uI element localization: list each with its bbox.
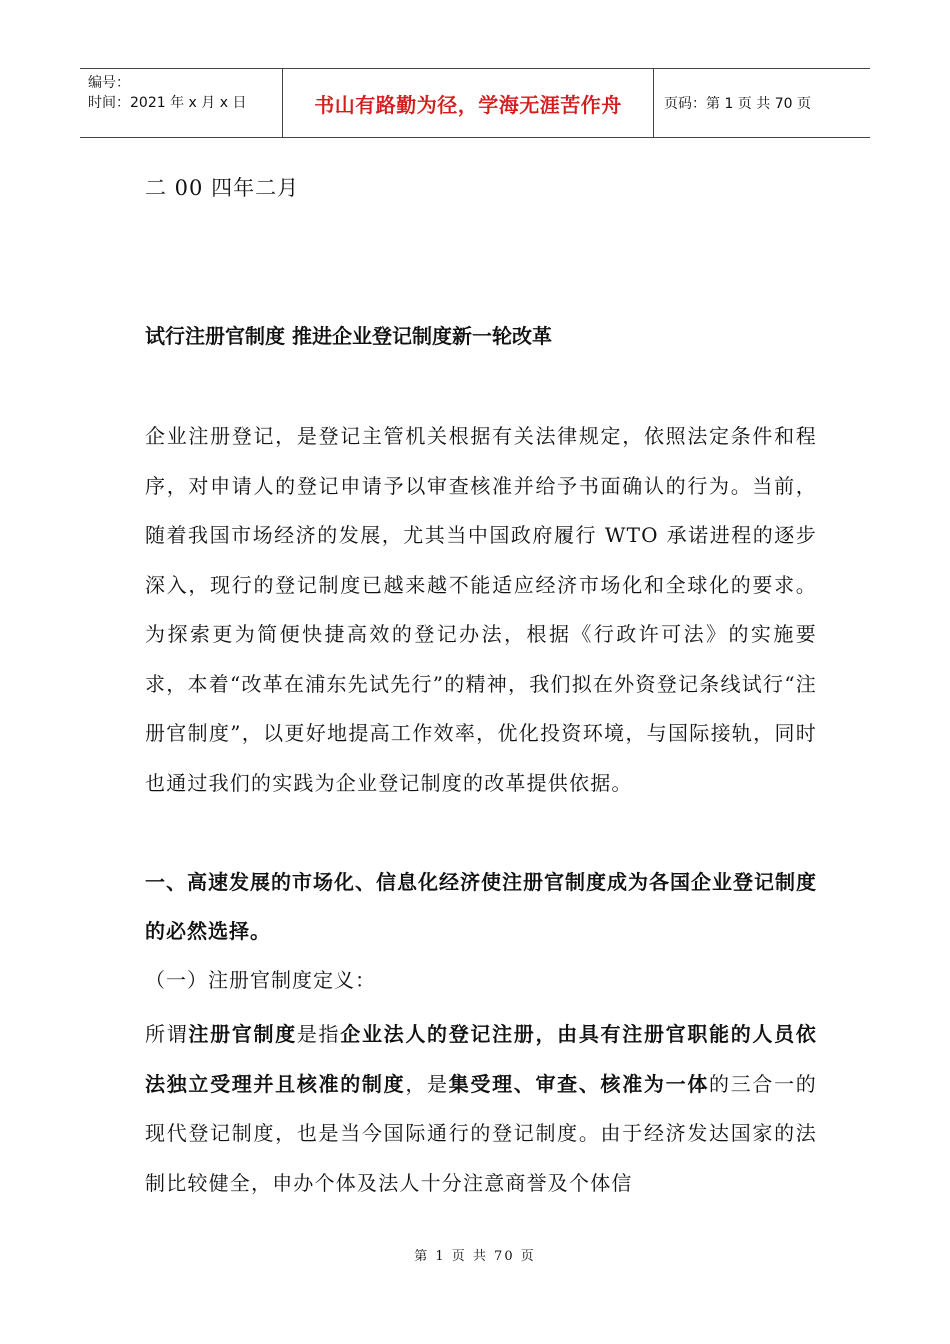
para2-bold-1: 注册官制度 [188, 1022, 297, 1046]
section-heading-1: 一、高速发展的市场化、信息化经济使注册官制度成为各国企业登记制度的必然选择。 [145, 870, 817, 943]
page-info-text: 页码：第 1 页 共 70 页 [664, 96, 811, 112]
header-meta [80, 69, 282, 137]
para2-text-1: 所谓 [145, 1022, 189, 1046]
document-title: 试行注册官制度 推进企业登记制度新一轮改革 [145, 324, 552, 348]
para2-text-4: 的三合一的现代登记制度，也是当今国际通行的登记制度。由于经济发达国家的法制比较健全，申办个体及法人十分注意商誉及个体信 [145, 1071, 817, 1195]
time-label: 时间：2021 年 x 月 x 日 [88, 95, 247, 111]
motto-text: 书山有路勤为径，学海无涯苦作舟 [314, 92, 622, 117]
document-header [80, 68, 870, 138]
header-motto-cell [282, 69, 654, 137]
number-label: 编号： [88, 75, 130, 91]
date-line: 二 00 四年二月 [145, 176, 300, 200]
paragraph-definition [145, 1010, 817, 1208]
header-page-info [654, 69, 870, 137]
para2-bold-2: 企业法人的登记注册，由具有注册官职能的人员依法独立受理并且核准的制度 [145, 1022, 817, 1096]
paragraph-intro: 企业注册登记，是登记主管机关根据有关法律规定，依照法定条件和程序，对申请人的登记申请予以审查核准并给予书面确认的行为。当前，随着我国市场经济的发展，尤其当中国政府履行 WTO 承诺进程的逐步深入，现行的登记制度已越来越不能适应经济市场化和全球化的要求。为探索更为简便快捷高效的登记办法，根据《行政许可法》的实施要求，本着“改革在浦东先试先行”的精神，我们拟在外资登记条线试行“注册官制度”，以更好地提高工作效率，优化投资环境，与国际接轨，同时也通过我们的实践为企业登记制度的改革提供依据。 [145, 424, 817, 795]
para2-text-2: 是指 [296, 1022, 341, 1046]
para2-bold-3: 集受理、审查、核准为一体 [448, 1071, 710, 1096]
page-footer: 第 1 页 共 70 页 [414, 1249, 536, 1264]
subsection-heading-1: （一）注册官制度定义： [145, 968, 376, 992]
para2-text-3: ，是 [405, 1071, 449, 1096]
